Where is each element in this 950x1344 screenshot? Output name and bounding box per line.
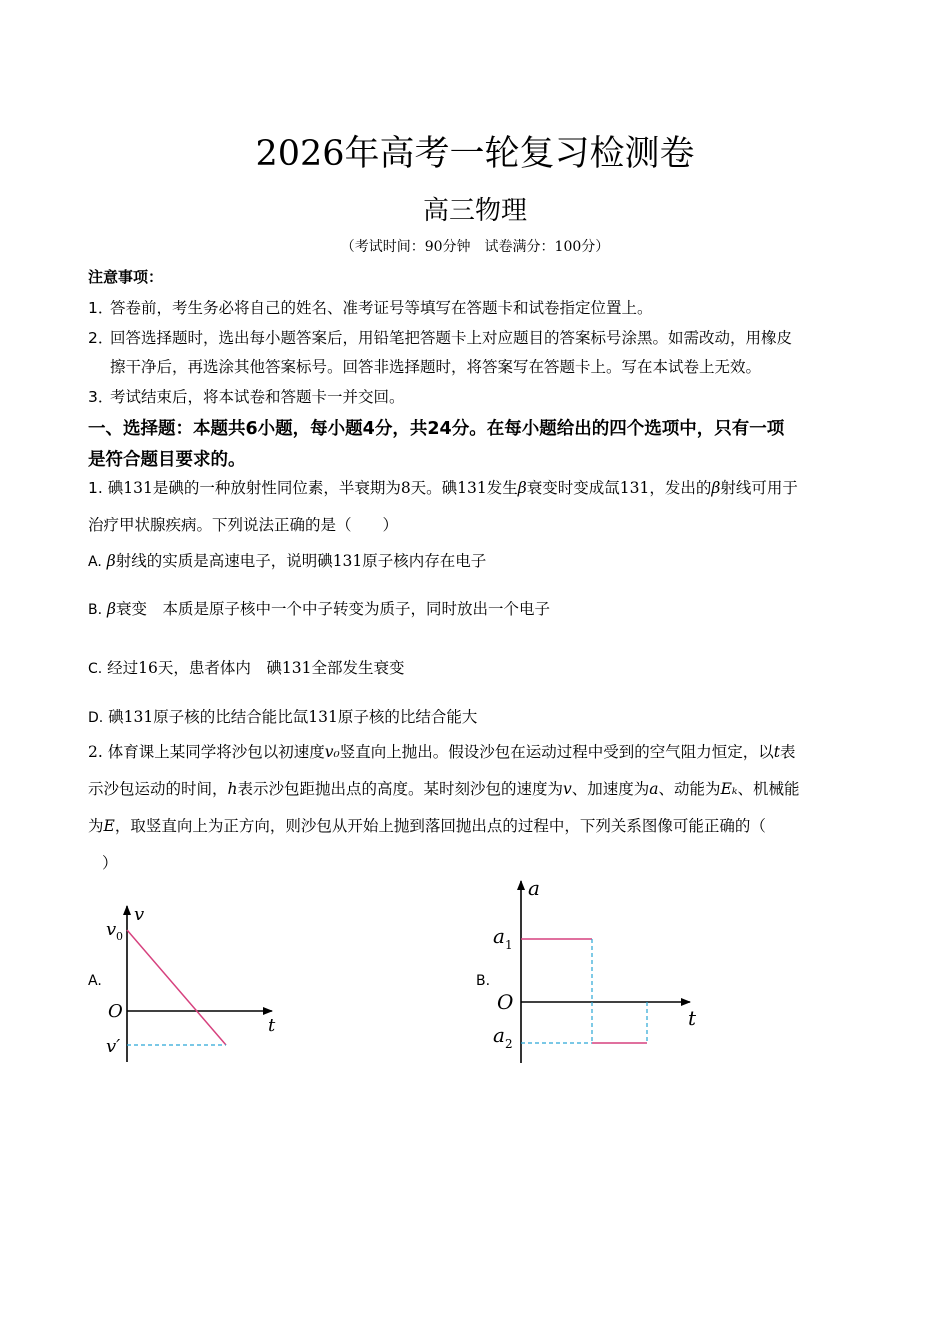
exam-subtitle: 高三物理 xyxy=(422,196,527,226)
q1-stem-text: 射线可用于 xyxy=(720,479,798,497)
q2-stem-text: 表示沙包距抛出点的高度。某时刻沙包的速度为 xyxy=(237,780,564,798)
q2-option-a-label: A. xyxy=(88,973,102,989)
graph-b-acceleration-time xyxy=(488,875,708,1065)
ek-symbol: Eₖ xyxy=(720,780,738,798)
q2-stem-text: 竖直向上抛出。假设沙包在运动过程中受到的空气阻力恒定，以 xyxy=(339,743,774,761)
graph-b-a1-label: a xyxy=(493,924,505,948)
note-text: 考试结束后，将本试卷和答题卡一并交回。 xyxy=(110,388,405,406)
section-heading-line2: 是符合题目要求的。 xyxy=(88,450,246,470)
notes-heading: 注意事项： xyxy=(88,268,164,286)
graph-b-y-label: a xyxy=(528,876,540,900)
a-symbol: a xyxy=(649,780,659,798)
graph-b-a1-subscript: 1 xyxy=(505,938,513,952)
beta-symbol: β xyxy=(711,479,721,497)
q1-stem-line1 xyxy=(88,476,798,498)
q2-stem-text: ，取竖直向上为正方向，则沙包从开始上抛到落回抛出点的过程中，下列关系图像可能正确的（ xyxy=(114,817,766,835)
q1-option-b xyxy=(88,597,550,619)
option-label: C. xyxy=(88,661,103,677)
graph-a-origin: O xyxy=(108,1001,123,1022)
q2-stem-line2 xyxy=(88,777,800,799)
q2-stem-text: 、动能为 xyxy=(658,780,721,798)
beta-symbol: β xyxy=(517,479,527,497)
h-symbol: h xyxy=(227,780,238,798)
option-text: 衰变 本质是原子核中一个中子转变为质子，同时放出一个电子 xyxy=(115,600,550,618)
note-item-3 xyxy=(88,385,405,407)
option-label: D. xyxy=(88,710,104,726)
q2-stem-text: 、机械能 xyxy=(737,780,800,798)
note-text: 答卷前，考生务必将自己的姓名、准考证号等填写在答题卡和试卷指定位置上。 xyxy=(110,299,653,317)
q2-number: 2. xyxy=(88,743,103,761)
q1-number: 1. xyxy=(88,479,103,497)
note-text: 回答选择题时，选出每小题答案后，用铅笔把答题卡上对应题目的答案标号涂黑。如需改动，用橡皮 xyxy=(110,329,793,347)
beta-symbol: β xyxy=(107,600,116,618)
q1-stem-line2: 治疗甲状腺疾病。下列说法正确的是（ ） xyxy=(88,516,399,534)
graph-b-a2-subscript: 2 xyxy=(505,1037,513,1051)
note-number: 1． xyxy=(88,299,114,317)
option-label: A. xyxy=(88,554,102,570)
q2-stem-text: 、加速度为 xyxy=(571,780,650,798)
graph-a-velocity-time xyxy=(100,900,290,1070)
note-item-2 xyxy=(88,326,792,348)
graph-a-v0-subscript: 0 xyxy=(116,930,123,943)
t-symbol: t xyxy=(773,743,780,761)
note-number: 3． xyxy=(88,388,114,406)
option-text: 碘131原子核的比结合能比氙131原子核的比结合能大 xyxy=(108,708,478,726)
v0-symbol: v₀ xyxy=(324,743,340,761)
option-text: 经过16天，患者体内 碘131全部发生衰变 xyxy=(107,659,405,677)
section-heading-line1: 一、选择题：本题共6小题，每小题4分，共24分。在每小题给出的四个选项中，只有一项 xyxy=(88,419,785,439)
v-symbol: v xyxy=(563,780,572,798)
q1-option-a xyxy=(88,549,486,571)
graph-b-x-label: t xyxy=(688,1006,697,1030)
q2-option-b-label: B. xyxy=(476,973,491,989)
graph-a-velocity-line xyxy=(127,930,226,1045)
q1-option-c xyxy=(88,656,404,678)
note-number: 2． xyxy=(88,329,114,347)
graph-a-y-label: v xyxy=(134,904,145,925)
option-text: 射线的实质是高速电子，说明碘131原子核内存在电子 xyxy=(115,552,487,570)
option-label: B. xyxy=(88,602,103,618)
graph-a-vprime-label: v′ xyxy=(106,1036,121,1057)
graph-a-x-label: t xyxy=(268,1015,276,1036)
exam-info: （考试时间：90分钟 试卷满分：100分） xyxy=(340,239,610,255)
e-symbol: E xyxy=(103,817,115,835)
exam-title: 2026年高考一轮复习检测卷 xyxy=(255,134,695,174)
q2-stem-text: 为 xyxy=(88,817,104,835)
q1-stem-text: 衰变时变成氙131，发出的 xyxy=(526,479,712,497)
note-item-1 xyxy=(88,296,653,318)
q2-stem-text: 示沙包运动的时间， xyxy=(88,780,228,798)
graph-b-origin: O xyxy=(497,990,514,1014)
q2-stem-text: 表 xyxy=(779,743,796,761)
graph-b-a2-label: a xyxy=(493,1023,505,1047)
graph-a-v0-label: v xyxy=(106,919,117,940)
q2-stem-line1 xyxy=(88,740,796,762)
q2-stem-text: 体育课上某同学将沙包以初速度 xyxy=(107,743,325,761)
q1-stem-text: 碘131是碘的一种放射性同位素，半衰期为8天。碘131发生 xyxy=(107,479,518,497)
q2-stem-line3 xyxy=(88,814,766,836)
q1-option-d xyxy=(88,705,477,727)
beta-symbol: β xyxy=(106,552,116,570)
q2-stem-line4: ） xyxy=(102,854,118,872)
note-item-2-cont: 擦干净后，再选涂其他答案标号。回答非选择题时，将答案写在答题卡上。写在本试卷上无效。 xyxy=(110,358,762,376)
